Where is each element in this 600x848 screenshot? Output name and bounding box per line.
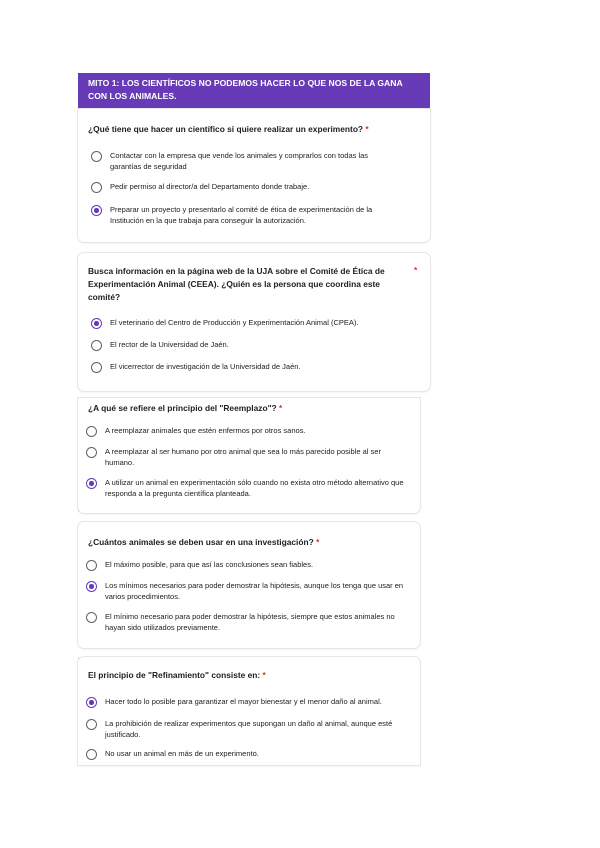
option-label: El rector de la Universidad de Jaén. <box>110 340 229 349</box>
option-radio[interactable] <box>86 580 406 602</box>
radio-unchecked-icon[interactable] <box>86 612 97 623</box>
option-label: A reemplazar animales que estén enfermos por otros sanos. <box>105 426 306 435</box>
option-label: Preparar un proyecto y presentarlo al comité de ética de experimentación de la Institución en la que trabaja para conseguir la autorización. <box>110 205 373 225</box>
option-label: Los mínimos necesarios para poder demostrar la hipótesis, aunque los tenga que usar en varios procedimientos. <box>105 581 404 601</box>
question-title: Busca información en la página web de la UJA sobre el Comité de Ética de Experimentación Animal (CEEA). ¿Quién es la persona que coordina este comité? <box>88 266 385 302</box>
option-radio[interactable] <box>86 611 406 633</box>
option-radio[interactable] <box>91 361 396 373</box>
option-label: El vicerrector de investigación de la Universidad de Jaén. <box>110 362 301 371</box>
radio-unchecked-icon[interactable] <box>86 426 97 437</box>
option-radio[interactable] <box>86 748 406 760</box>
required-mark: * <box>414 265 418 275</box>
question-card-4 <box>78 522 420 648</box>
radio-unchecked-icon[interactable] <box>86 560 97 571</box>
radio-unchecked-icon[interactable] <box>91 340 102 351</box>
question-card-2 <box>78 253 430 391</box>
radio-checked-icon[interactable] <box>91 318 102 329</box>
option-label: La prohibición de realizar experimentos que supongan un daño al animal, aunque esté justificado. <box>105 719 393 739</box>
option-radio[interactable] <box>86 696 406 708</box>
required-mark: * <box>365 124 369 134</box>
required-mark: * <box>279 403 283 413</box>
radio-unchecked-icon[interactable] <box>91 151 102 162</box>
question-title: ¿Qué tiene que hacer un científico si quiere realizar un experimento? * <box>88 124 369 134</box>
question-card-5 <box>78 657 420 765</box>
option-label: El veterinario del Centro de Producción y Experimentación Animal (CPEA). <box>110 318 359 327</box>
question-card-1 <box>78 109 430 242</box>
radio-unchecked-icon[interactable] <box>91 362 102 373</box>
option-radio[interactable] <box>86 425 406 437</box>
option-label: No usar un animal en más de un experimento. <box>105 749 259 758</box>
option-radio[interactable] <box>86 446 406 468</box>
radio-checked-icon[interactable] <box>86 478 97 489</box>
section-title: MITO 1: LOS CIENTÍFICOS NO PODEMOS HACER LO QUE NOS DE LA GANA CON LOS ANIMALES. <box>88 78 403 101</box>
option-radio[interactable] <box>91 317 396 329</box>
radio-checked-icon[interactable] <box>86 581 97 592</box>
question-card-3 <box>78 398 420 513</box>
option-label: A reemplazar al ser humano por otro animal que sea lo más parecido posible al ser humano. <box>105 447 381 467</box>
question-title: ¿A qué se refiere el principio del "Reemplazo"? * <box>88 403 283 413</box>
option-radio[interactable] <box>91 181 396 193</box>
radio-unchecked-icon[interactable] <box>86 749 97 760</box>
option-label: Hacer todo lo posible para garantizar el mayor bienestar y el menor daño al animal. <box>105 697 382 706</box>
question-title: ¿Cuántos animales se deben usar en una investigación? * <box>88 537 320 547</box>
section-header <box>78 73 430 109</box>
option-radio[interactable] <box>91 204 396 226</box>
option-label: A utilizar un animal en experimentación sólo cuando no exista otro método alternativo que responda a la pregunta científica planteada. <box>105 478 404 498</box>
option-label: El máximo posible, para que así las conclusiones sean fiables. <box>105 560 314 569</box>
radio-checked-icon[interactable] <box>91 205 102 216</box>
radio-unchecked-icon[interactable] <box>91 182 102 193</box>
option-label: Contactar con la empresa que vende los animales y comprarlos con todas las garantías de seguridad <box>110 151 369 171</box>
question-title: El principio de "Refinamiento" consiste en: * <box>88 670 266 680</box>
radio-unchecked-icon[interactable] <box>86 447 97 458</box>
required-mark: * <box>262 670 266 680</box>
option-radio[interactable] <box>86 718 406 740</box>
radio-unchecked-icon[interactable] <box>86 719 97 730</box>
radio-checked-icon[interactable] <box>86 697 97 708</box>
option-radio[interactable] <box>86 559 406 571</box>
option-radio[interactable] <box>86 477 406 499</box>
required-mark: * <box>316 537 320 547</box>
option-radio[interactable] <box>91 150 396 172</box>
option-label: El mínimo necesario para poder demostrar la hipótesis, siempre que estos animales no hayan sido utilizados previamente. <box>105 612 395 632</box>
option-radio[interactable] <box>91 339 396 351</box>
option-label: Pedir permiso al director/a del Departamento donde trabaje. <box>110 182 310 191</box>
